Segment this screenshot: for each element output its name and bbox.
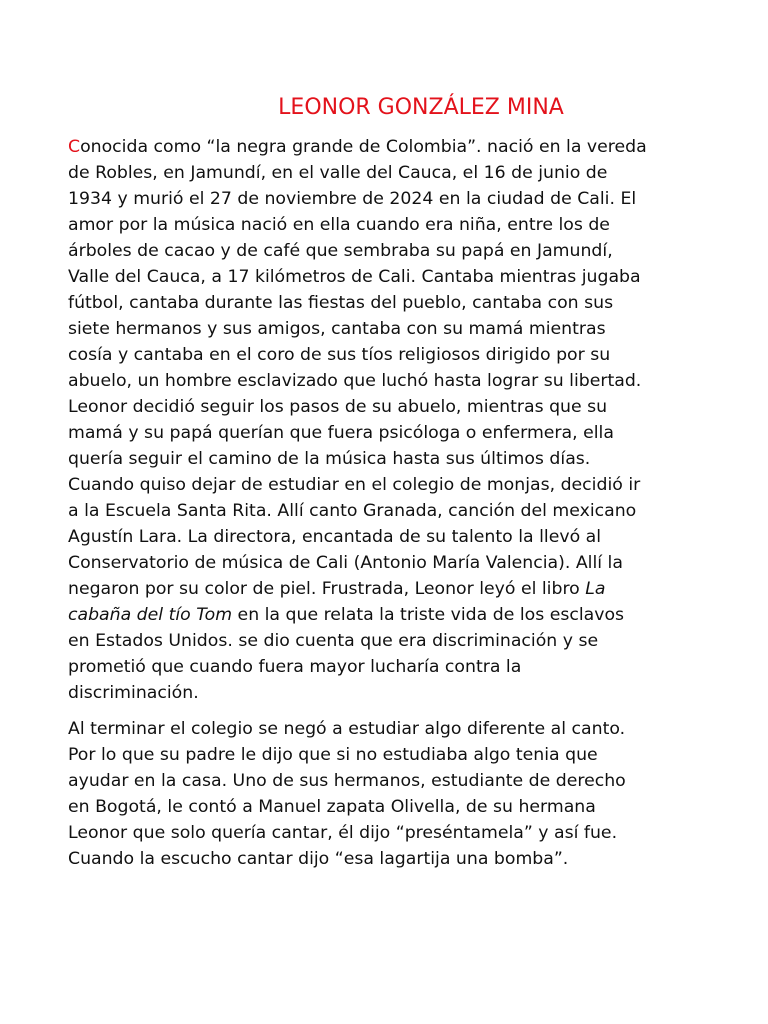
text-line: de Robles, en Jamundí, en el valle del Cauca, el 16 de junio de	[68, 163, 608, 183]
text-line: siete hermanos y sus amigos, cantaba con su mamá mientras	[68, 319, 606, 339]
text-line: cosía y cantaba en el coro de sus tíos religiosos dirigido por su	[68, 345, 611, 365]
paragraph-2	[68, 716, 738, 872]
book-title-italic: La	[585, 579, 606, 599]
text-line: 1934 y murió el 27 de noviembre de 2024 en la ciudad de Cali. El	[68, 189, 637, 209]
text-line	[68, 576, 738, 602]
text-line: Conservatorio de música de Cali (Antonio María Valencia). Allí la	[68, 553, 623, 573]
text-line	[68, 134, 738, 160]
text-line: Valle del Cauca, a 17 kilómetros de Cali. Cantaba mientras jugaba	[68, 267, 641, 287]
text-line: árboles de cacao y de café que sembraba su papá en Jamundí,	[68, 241, 613, 261]
text-line: quería seguir el camino de la música hasta sus últimos días.	[68, 449, 591, 469]
text-line: fútbol, cantaba durante las fiestas del pueblo, cantaba con sus	[68, 293, 614, 313]
text-line-content: onocida como “la negra grande de Colombia”. nació en la vereda	[80, 137, 647, 157]
text-line: en Estados Unidos. se dio cuenta que era discriminación y se	[68, 631, 599, 651]
text-line: abuelo, un hombre esclavizado que luchó hasta lograr su libertad.	[68, 371, 642, 391]
paragraph-1	[68, 134, 738, 706]
text-line: en Bogotá, le contó a Manuel zapata Olivella, de su hermana	[68, 797, 596, 817]
text-line: Agustín Lara. La directora, encantada de su talento la llevó al	[68, 527, 602, 547]
text-line: a la Escuela Santa Rita. Allí canto Granada, canción del mexicano	[68, 501, 637, 521]
text-line-content: en la que relata la triste vida de los esclavos	[232, 605, 625, 625]
text-line: Al terminar el colegio se negó a estudiar algo diferente al canto.	[68, 719, 626, 739]
text-line: Leonor decidió seguir los pasos de su abuelo, mientras que su	[68, 397, 608, 417]
page-title: LEONOR GONZÁLEZ MINA	[278, 95, 564, 120]
text-line: Cuando quiso dejar de estudiar en el colegio de monjas, decidió ir	[68, 475, 641, 495]
text-line: discriminación.	[68, 683, 199, 703]
text-line: prometió que cuando fuera mayor lucharía contra la	[68, 657, 522, 677]
drop-cap-letter: C	[68, 137, 81, 157]
text-line	[68, 602, 738, 628]
text-line: ayudar en la casa. Uno de sus hermanos, estudiante de derecho	[68, 771, 626, 791]
text-line: Por lo que su padre le dijo que si no estudiaba algo tenia que	[68, 745, 598, 765]
text-line: Leonor que solo quería cantar, él dijo “preséntamela” y así fue.	[68, 823, 618, 843]
text-line: mamá y su papá querían que fuera psicóloga o enfermera, ella	[68, 423, 614, 443]
document-body	[68, 134, 738, 872]
book-title-italic: cabaña del tío Tom	[68, 605, 233, 625]
text-line: amor por la música nació en ella cuando era niña, entre los de	[68, 215, 610, 235]
text-line: Cuando la escucho cantar dijo “esa lagartija una bomba”.	[68, 849, 569, 869]
text-line-content: negaron por su color de piel. Frustrada, Leonor leyó el libro	[68, 579, 586, 599]
